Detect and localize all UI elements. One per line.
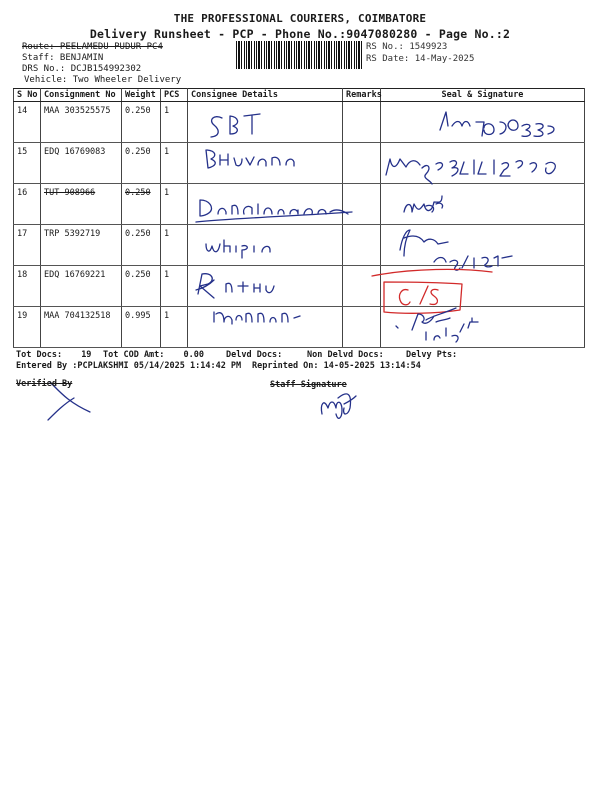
cell-signature <box>381 307 585 348</box>
cell-pcs: 1 <box>161 225 188 266</box>
cell-consignee <box>188 184 343 225</box>
reprinted-on: Reprinted On: 14-05-2025 13:14:54 <box>252 361 421 371</box>
cell-remarks <box>343 307 381 348</box>
table-header-row <box>14 89 585 102</box>
cell-signature <box>381 266 585 307</box>
verified-by-label: Verified By <box>16 379 73 389</box>
barcode-image <box>236 41 362 69</box>
cell-remarks <box>343 225 381 266</box>
table-row <box>14 225 585 266</box>
table-row <box>14 102 585 143</box>
cell-sno: 15 <box>14 143 41 184</box>
cell-consignment: MAA 704132518 <box>41 307 122 348</box>
total-cod-value: 0.00 <box>183 350 205 360</box>
cell-consignment: TUT 908966 <box>41 184 122 225</box>
cell-consignment: EDQ 16769083 <box>41 143 122 184</box>
rs-number: RS No.: 1549923 <box>366 42 448 52</box>
cell-consignment: EDQ 16769221 <box>41 266 122 307</box>
vehicle-label: Vehicle: Two Wheeler Delivery <box>24 75 182 85</box>
col-signature: Seal & Signature <box>381 89 585 102</box>
cell-consignment: MAA 303525575 <box>41 102 122 143</box>
cell-sno: 17 <box>14 225 41 266</box>
cell-pcs: 1 <box>161 307 188 348</box>
staff-signature-label: Staff Signature <box>270 380 347 390</box>
col-sno: S No <box>14 89 41 102</box>
drs-number: DRS No.: DCJB154992302 <box>22 64 142 74</box>
cell-weight: 0.250 <box>122 143 161 184</box>
cell-remarks <box>343 143 381 184</box>
total-docs-value: 19 <box>81 350 92 360</box>
cell-consignee <box>188 307 343 348</box>
cell-remarks <box>343 184 381 225</box>
total-docs <box>16 350 91 360</box>
cell-consignee <box>188 102 343 143</box>
table-row <box>14 184 585 225</box>
cell-consignment: TRP 5392719 <box>41 225 122 266</box>
runsheet-subtitle: Delivery Runsheet - PCP - Phone No.:9047080280 - Page No.:2 <box>89 27 511 41</box>
cell-sno: 14 <box>14 102 41 143</box>
cell-signature <box>381 143 585 184</box>
cell-pcs: 1 <box>161 143 188 184</box>
table-row <box>14 307 585 348</box>
table-row <box>14 143 585 184</box>
col-consignment: Consignment No <box>41 89 122 102</box>
rs-date: RS Date: 14-May-2025 <box>366 54 475 64</box>
cell-weight: 0.250 <box>122 225 161 266</box>
col-pcs: PCS <box>161 89 188 102</box>
total-docs-label: Tot Docs: <box>16 350 63 360</box>
staff-label: Staff: BENJAMIN <box>22 53 104 63</box>
cell-sno: 19 <box>14 307 41 348</box>
handwritten-staff-signature <box>321 394 356 418</box>
cell-pcs: 1 <box>161 266 188 307</box>
cell-weight: 0.250 <box>122 266 161 307</box>
cell-consignee <box>188 266 343 307</box>
total-cod-label: Tot COD Amt: <box>103 350 165 360</box>
company-title: THE PROFESSIONAL COURIERS, COIMBATORE <box>173 12 427 25</box>
table-row <box>14 266 585 307</box>
cell-weight: 0.995 <box>122 307 161 348</box>
entered-by: Entered By :PCPLAKSHMI 05/14/2025 1:14:42 PM <box>16 361 242 371</box>
cell-weight: 0.250 <box>122 184 161 225</box>
cell-pcs: 1 <box>161 184 188 225</box>
cell-pcs: 1 <box>161 102 188 143</box>
cell-signature <box>381 102 585 143</box>
cell-remarks <box>343 266 381 307</box>
cell-signature <box>381 225 585 266</box>
cell-weight: 0.250 <box>122 102 161 143</box>
cell-signature <box>381 184 585 225</box>
cell-consignee <box>188 225 343 266</box>
cell-sno: 16 <box>14 184 41 225</box>
cell-remarks <box>343 102 381 143</box>
total-cod <box>103 350 204 360</box>
runsheet-table <box>13 88 585 348</box>
col-weight: Weight <box>122 89 161 102</box>
cell-consignee <box>188 143 343 184</box>
delivery-points: Delvy Pts: <box>406 350 458 360</box>
cell-sno: 18 <box>14 266 41 307</box>
col-remarks: Remarks <box>343 89 381 102</box>
delivered-docs: Delvd Docs: <box>226 350 283 360</box>
route-label: Route: PEELAMEDU PUDUR PC4 <box>22 42 163 52</box>
non-delivered-docs: Non Delvd Docs: <box>307 350 384 360</box>
col-consignee: Consignee Details <box>188 89 343 102</box>
